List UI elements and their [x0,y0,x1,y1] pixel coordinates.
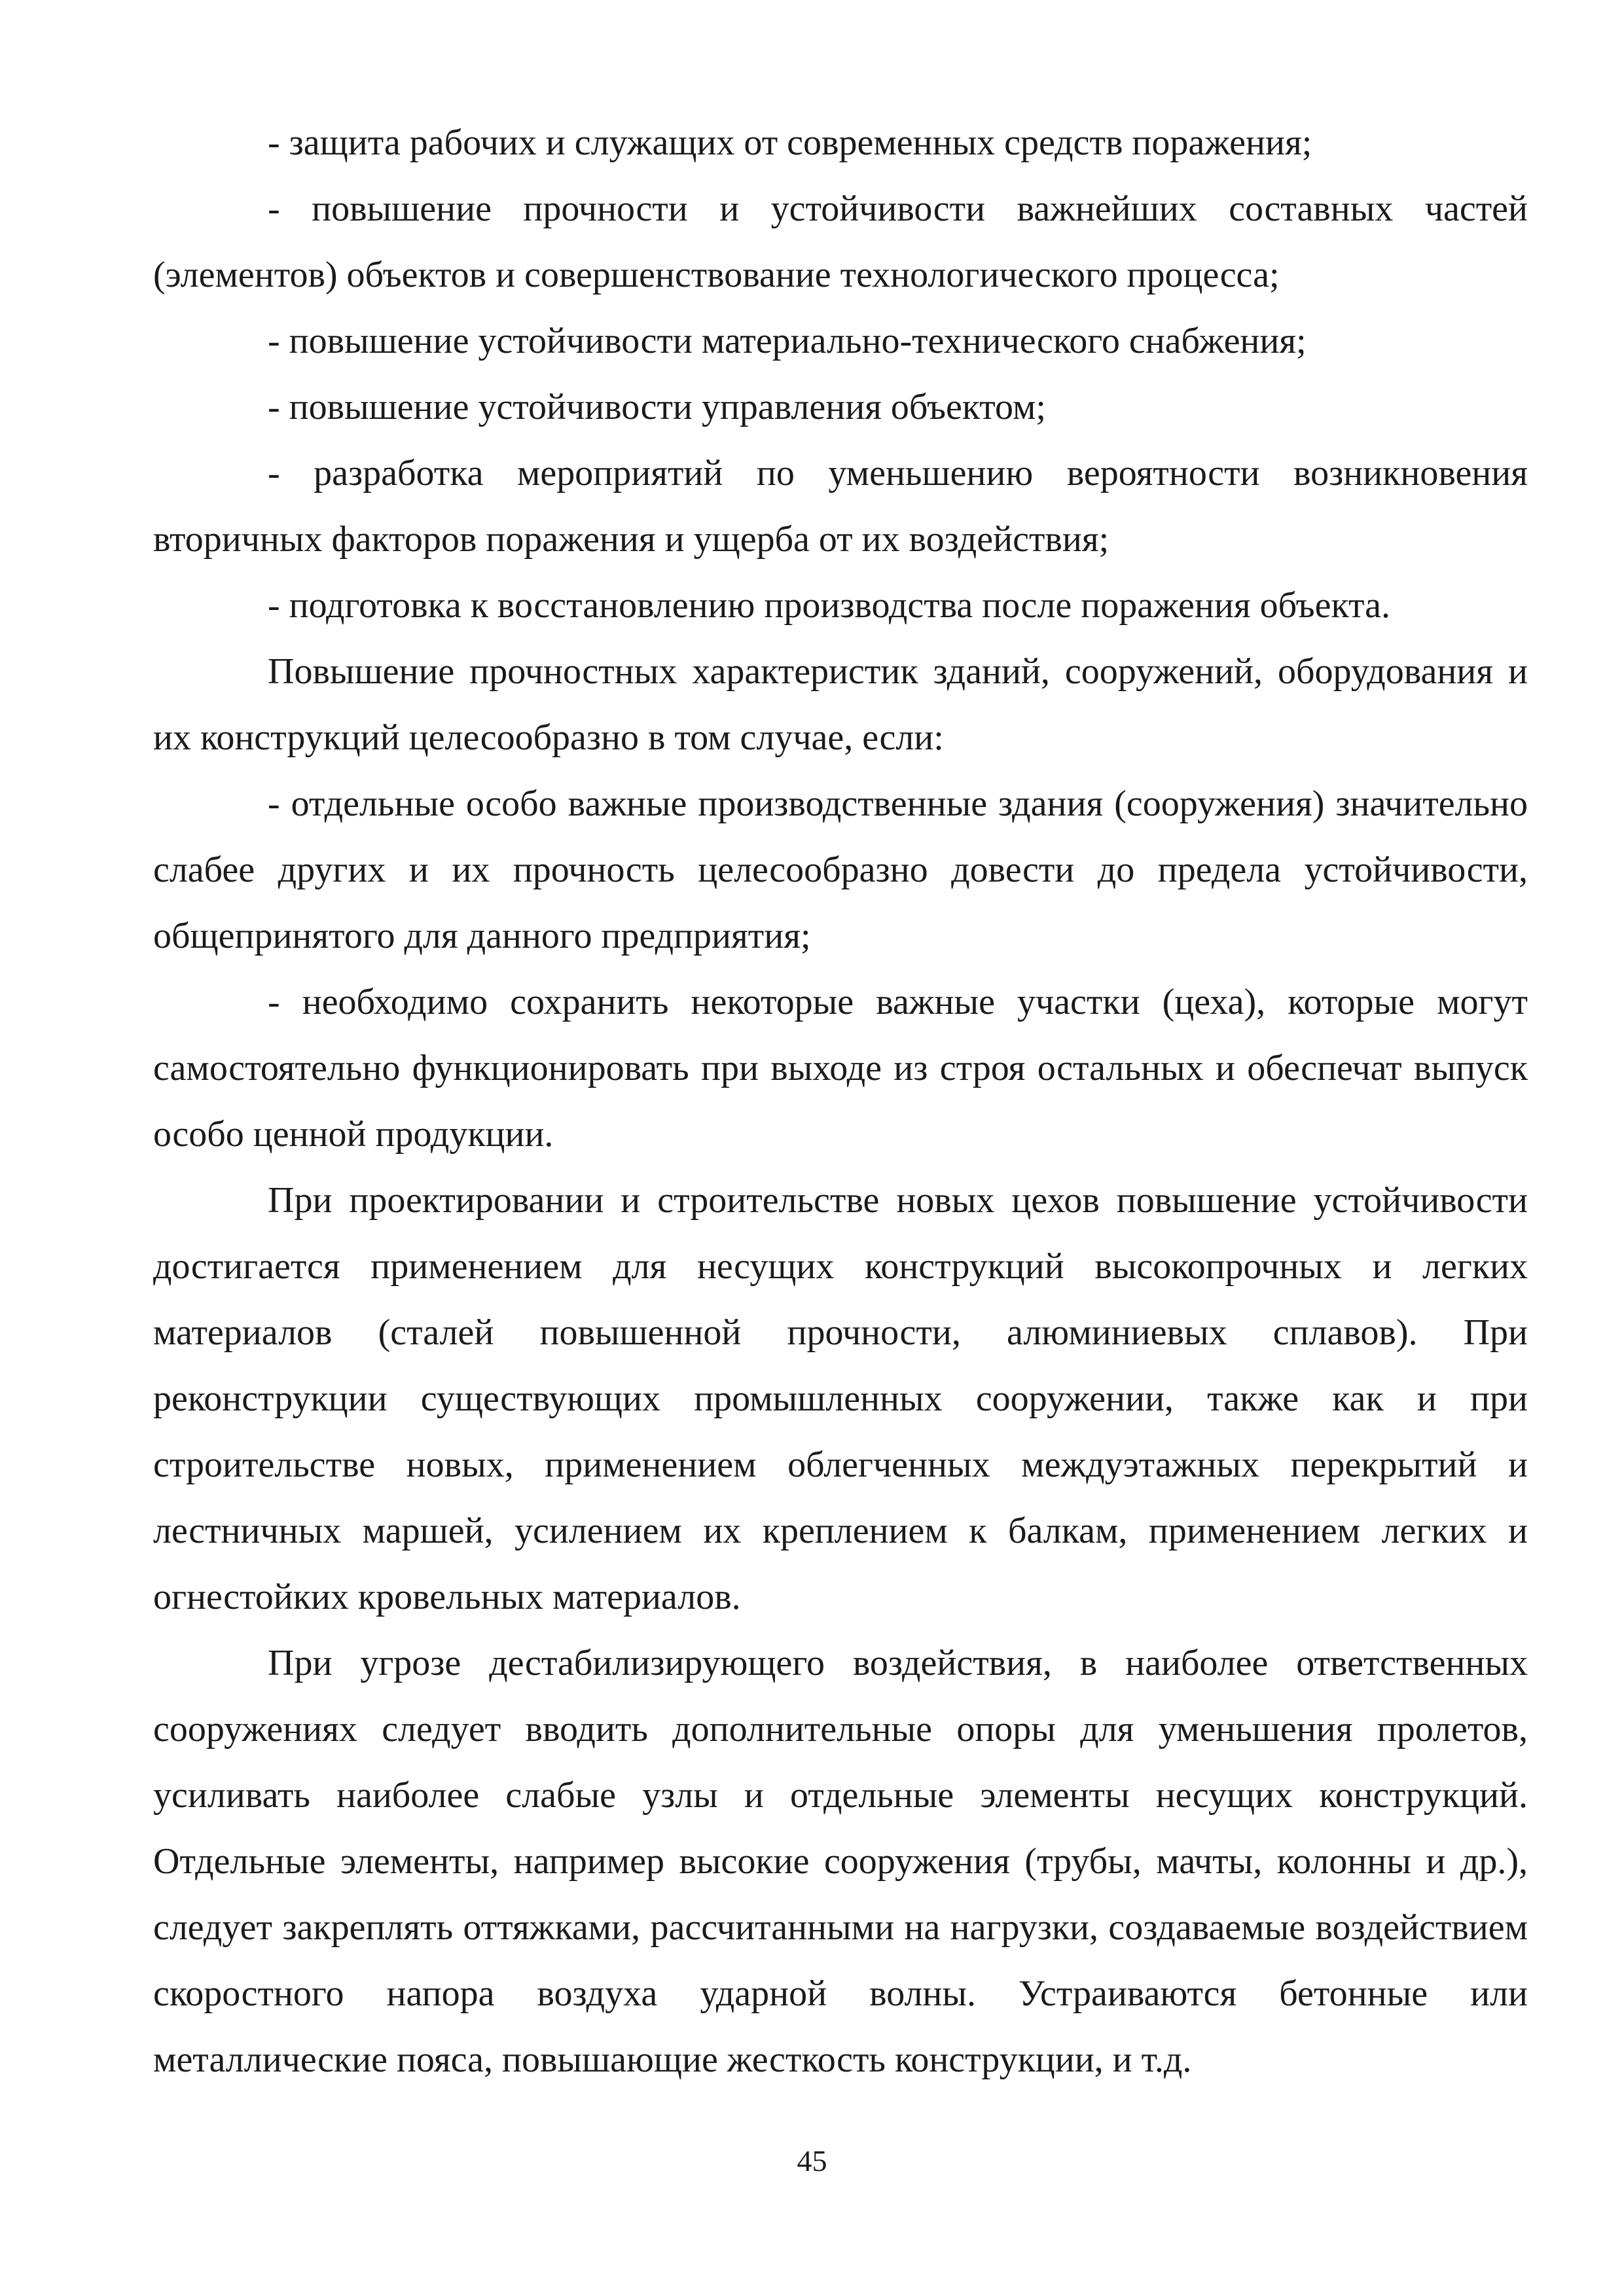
page-body [153,110,1528,2093]
paragraph-item-4: - повышение устойчивости управления объектом; [268,387,1046,427]
paragraph-item-6: - подготовка к восстановлению производства после поражения объекта. [268,585,1390,626]
paragraph-intro-strength: Повышение прочностных характеристик зданий, сооружений, оборудования и их конструкций целесообразно в том случае, если: [153,651,1528,758]
paragraph-item-5: - разработка мероприятий по уменьшению вероятности возникновения вторичных факторов поражения и ущерба от их воздействия; [153,453,1528,560]
paragraph-item-1: - защита рабочих и служащих от современных средств поражения; [268,122,1312,163]
paragraph-condition-2: - необходимо сохранить некоторые важные участки (цеха), которые могут самостоятельно функционировать при выходе из строя остальных и обеспечат выпуск особо ценной продукции. [153,982,1528,1155]
paragraph-item-2: - повышение прочности и устойчивости важнейших составных частей (элементов) объектов и совершенствование технологического процесса; [153,188,1528,295]
page-number: 45 [797,2144,827,2178]
paragraph-threat-measures: При угрозе дестабилизирующего воздействия, в наиболее ответственных сооружениях следует вводить дополнительные опоры для уменьшения пролетов, усиливать наиболее слабые узлы и отдельные элементы несущих конструкций. Отдельные элементы, например высокие сооружения (трубы, мачты, колонны и др.), следует закреплять оттяжками, рассчитанными на нагрузки, создаваемые воздействием скоростного напора воздуха ударной волны. Устраиваются бетонные или металлические пояса, повышающие жесткость конструкции, и т.д. [153,1643,1528,2080]
paragraph-design-construction: При проектировании и строительстве новых цехов повышение устойчивости достигается применением для несущих конструкций высокопрочных и легких материалов (сталей повышенной прочности, алюминиевых сплавов). При реконструкции существующих промышленных сооружении, также как и при строительстве новых, применением облегченных междуэтажных перекрытий и лестничных маршей, усилением их креплением к балкам, применением легких и огнестойких кровельных материалов. [153,1180,1528,1617]
paragraph-item-3: - повышение устойчивости материально-технического снабжения; [268,321,1307,361]
paragraph-condition-1: - отдельные особо важные производственные здания (сооружения) значительно слабее других и их прочность целесообразно довести до предела устойчивости, общепринятого для данного предприятия; [153,783,1528,956]
